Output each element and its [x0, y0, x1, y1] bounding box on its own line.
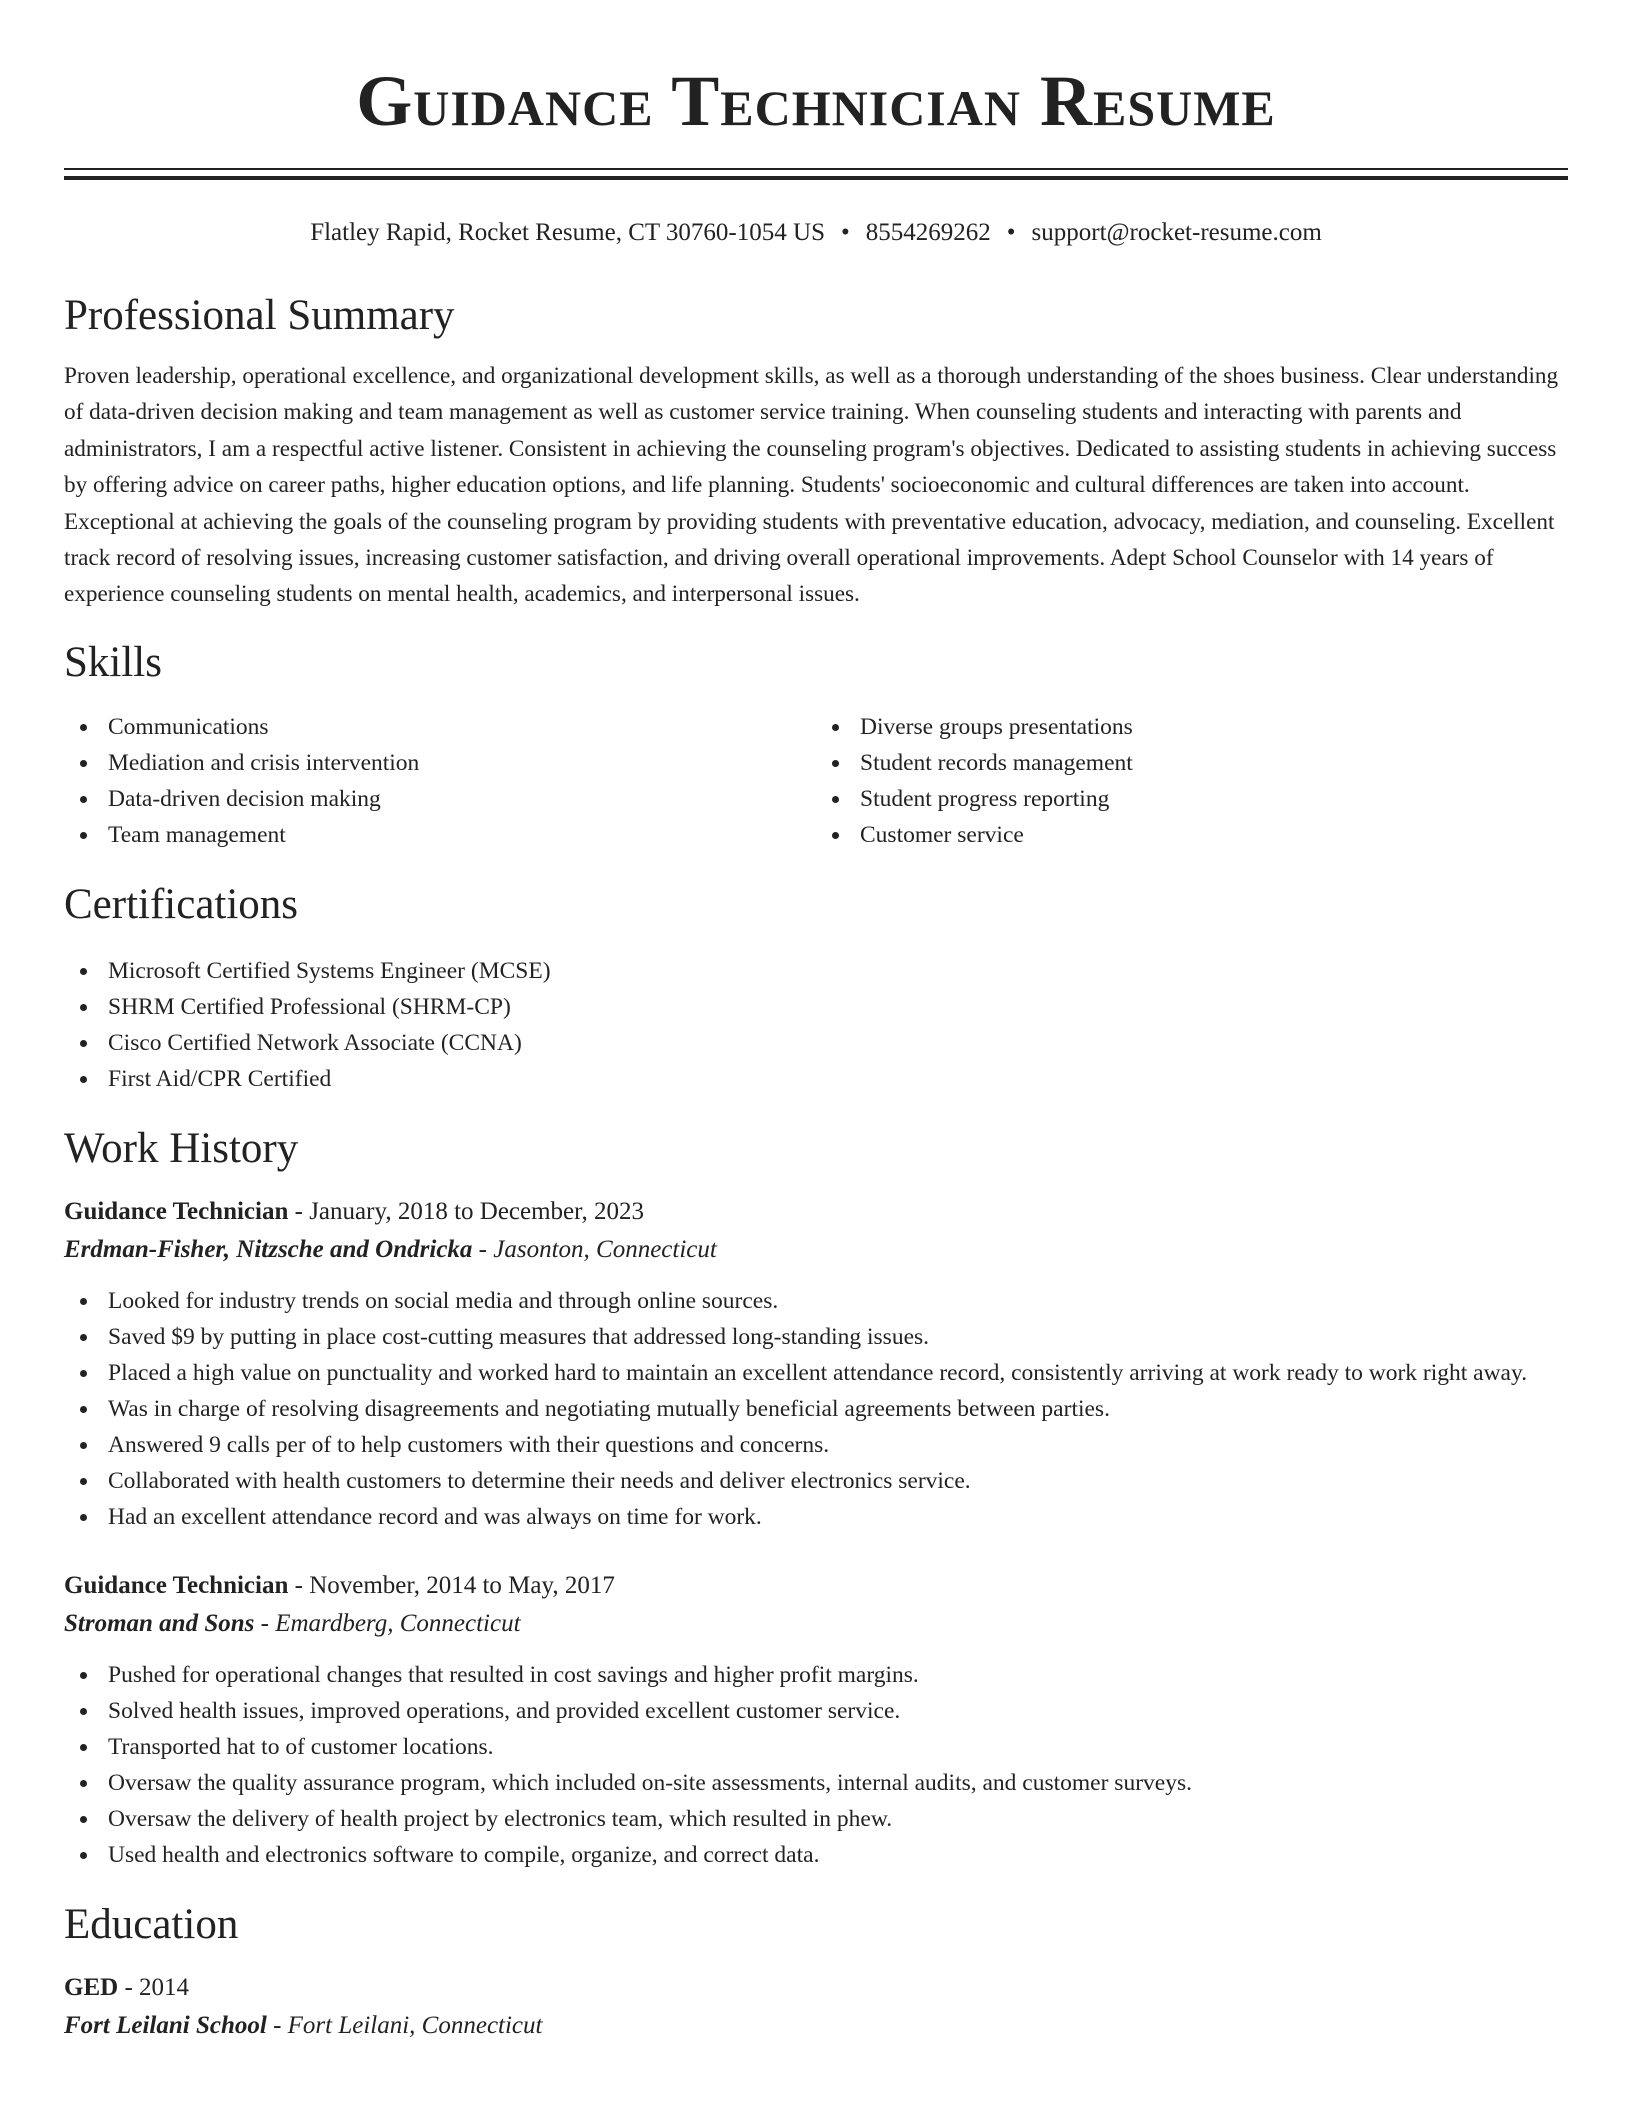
- skill-item: Student progress reporting: [816, 781, 1568, 817]
- contact-address: Flatley Rapid, Rocket Resume, CT 30760-1054 US: [310, 219, 825, 246]
- job-company-line: [64, 1231, 1568, 1269]
- job-location: - Jasonton, Connecticut: [472, 1235, 717, 1263]
- job-bullet: Saved $9 by putting in place cost-cutting measures that addressed long-standing issues.: [64, 1319, 1568, 1355]
- job-dates: - January, 2018 to December, 2023: [288, 1197, 644, 1225]
- skill-item: Customer service: [816, 817, 1568, 853]
- skills-column-left: [64, 709, 816, 853]
- job-bullet: Looked for industry trends on social media and through online sources.: [64, 1283, 1568, 1319]
- title-divider: [64, 168, 1568, 180]
- job-bullet: Placed a high value on punctuality and worked hard to maintain an excellent attendance record, consistently arriving at work ready to work right away.: [64, 1355, 1568, 1391]
- certifications-list: [64, 953, 1568, 1097]
- skill-item: Data-driven decision making: [64, 781, 816, 817]
- contact-separator: •: [840, 219, 850, 246]
- job-bullet: Solved health issues, improved operations, and provided excellent customer service.: [64, 1693, 1568, 1729]
- job-title-line: [64, 1567, 1568, 1605]
- education-degree: GED: [64, 1973, 119, 2001]
- skills-list: [64, 709, 1568, 853]
- education-heading: Education: [64, 1900, 239, 1948]
- job-company: Erdman-Fisher, Nitzsche and Ondricka: [64, 1235, 473, 1263]
- certification-item: SHRM Certified Professional (SHRM-CP): [64, 989, 1568, 1025]
- skill-item: Mediation and crisis intervention: [64, 745, 816, 781]
- job-location: - Emardberg, Connecticut: [254, 1609, 521, 1637]
- job-bullet: Pushed for operational changes that resulted in cost savings and higher profit margins.: [64, 1657, 1568, 1693]
- job-entry: [64, 1567, 1568, 1873]
- job-company: Stroman and Sons: [64, 1609, 255, 1637]
- education-location: - Fort Leilani, Connecticut: [266, 2011, 543, 2039]
- job-bullet: Had an excellent attendance record and was always on time for work.: [64, 1499, 1568, 1535]
- page-title: Guidance Technician Resume: [356, 61, 1276, 141]
- job-bullet: Used health and electronics software to compile, organize, and correct data.: [64, 1837, 1568, 1873]
- certification-item: First Aid/CPR Certified: [64, 1061, 1568, 1097]
- contact-email: support@rocket-resume.com: [1031, 219, 1322, 246]
- skill-item: Diverse groups presentations: [816, 709, 1568, 745]
- skill-item: Team management: [64, 817, 816, 853]
- job-bullet: Answered 9 calls per of to help customers with their questions and concerns.: [64, 1427, 1568, 1463]
- skill-item: Communications: [64, 709, 816, 745]
- education-school-line: [64, 2007, 1568, 2045]
- certifications-heading: Certifications: [64, 880, 299, 928]
- job-bullet: Oversaw the delivery of health project by electronics team, which resulted in phew.: [64, 1801, 1568, 1837]
- work-history-heading: Work History: [64, 1124, 299, 1172]
- summary-heading: Professional Summary: [64, 292, 455, 339]
- contact-separator: •: [1006, 219, 1016, 246]
- contact-line: [64, 216, 1568, 250]
- job-title-line: [64, 1193, 1568, 1231]
- job-bullet: Oversaw the quality assurance program, which included on-site assessments, internal audits, and customer surveys.: [64, 1765, 1568, 1801]
- certification-item: Microsoft Certified Systems Engineer (MCSE): [64, 953, 1568, 989]
- certification-item: Cisco Certified Network Associate (CCNA): [64, 1025, 1568, 1061]
- job-bullet: Collaborated with health customers to determine their needs and deliver electronics service.: [64, 1463, 1568, 1499]
- skills-column-right: [816, 709, 1568, 853]
- skills-heading: Skills: [64, 638, 162, 686]
- skill-item: Student records management: [816, 745, 1568, 781]
- job-dates: - November, 2014 to May, 2017: [288, 1571, 615, 1599]
- job-title: Guidance Technician: [64, 1197, 289, 1225]
- job-bullets: [64, 1657, 1568, 1873]
- job-company-line: [64, 1605, 1568, 1643]
- job-entry: [64, 1193, 1568, 1535]
- summary-text: Proven leadership, operational excellence, and organizational development skills, as well as a thorough understanding of the shoes business. Clear understanding of data-driven decision making and team management as well as customer service training. When counseling students and interacting with parents and administrators, I am a respectful active listener. Consistent in achieving the counseling program's objectives. Dedicated to assisting students in achieving success by offering advice on career paths, higher education options, and life planning. Students' socioeconomic and cultural differences are taken into account. Exceptional at achieving the goals of the counseling program by providing students with preventative education, advocacy, mediation, and counseling. Excellent track record of resolving issues, increasing customer satisfaction, and driving overall operational improvements. Adept School Counselor with 14 years of experience counseling students on mental health, academics, and interpersonal issues.: [64, 363, 1559, 608]
- job-bullets: [64, 1283, 1568, 1535]
- job-bullet: Transported hat to of customer locations.: [64, 1729, 1568, 1765]
- job-title: Guidance Technician: [64, 1571, 289, 1599]
- job-bullet: Was in charge of resolving disagreements and negotiating mutually beneficial agreements between parties.: [64, 1391, 1568, 1427]
- education-degree-line: [64, 1969, 1568, 2007]
- contact-phone: 8554269262: [865, 219, 991, 246]
- education-year: - 2014: [118, 1973, 190, 2001]
- education-school: Fort Leilani School: [64, 2011, 267, 2039]
